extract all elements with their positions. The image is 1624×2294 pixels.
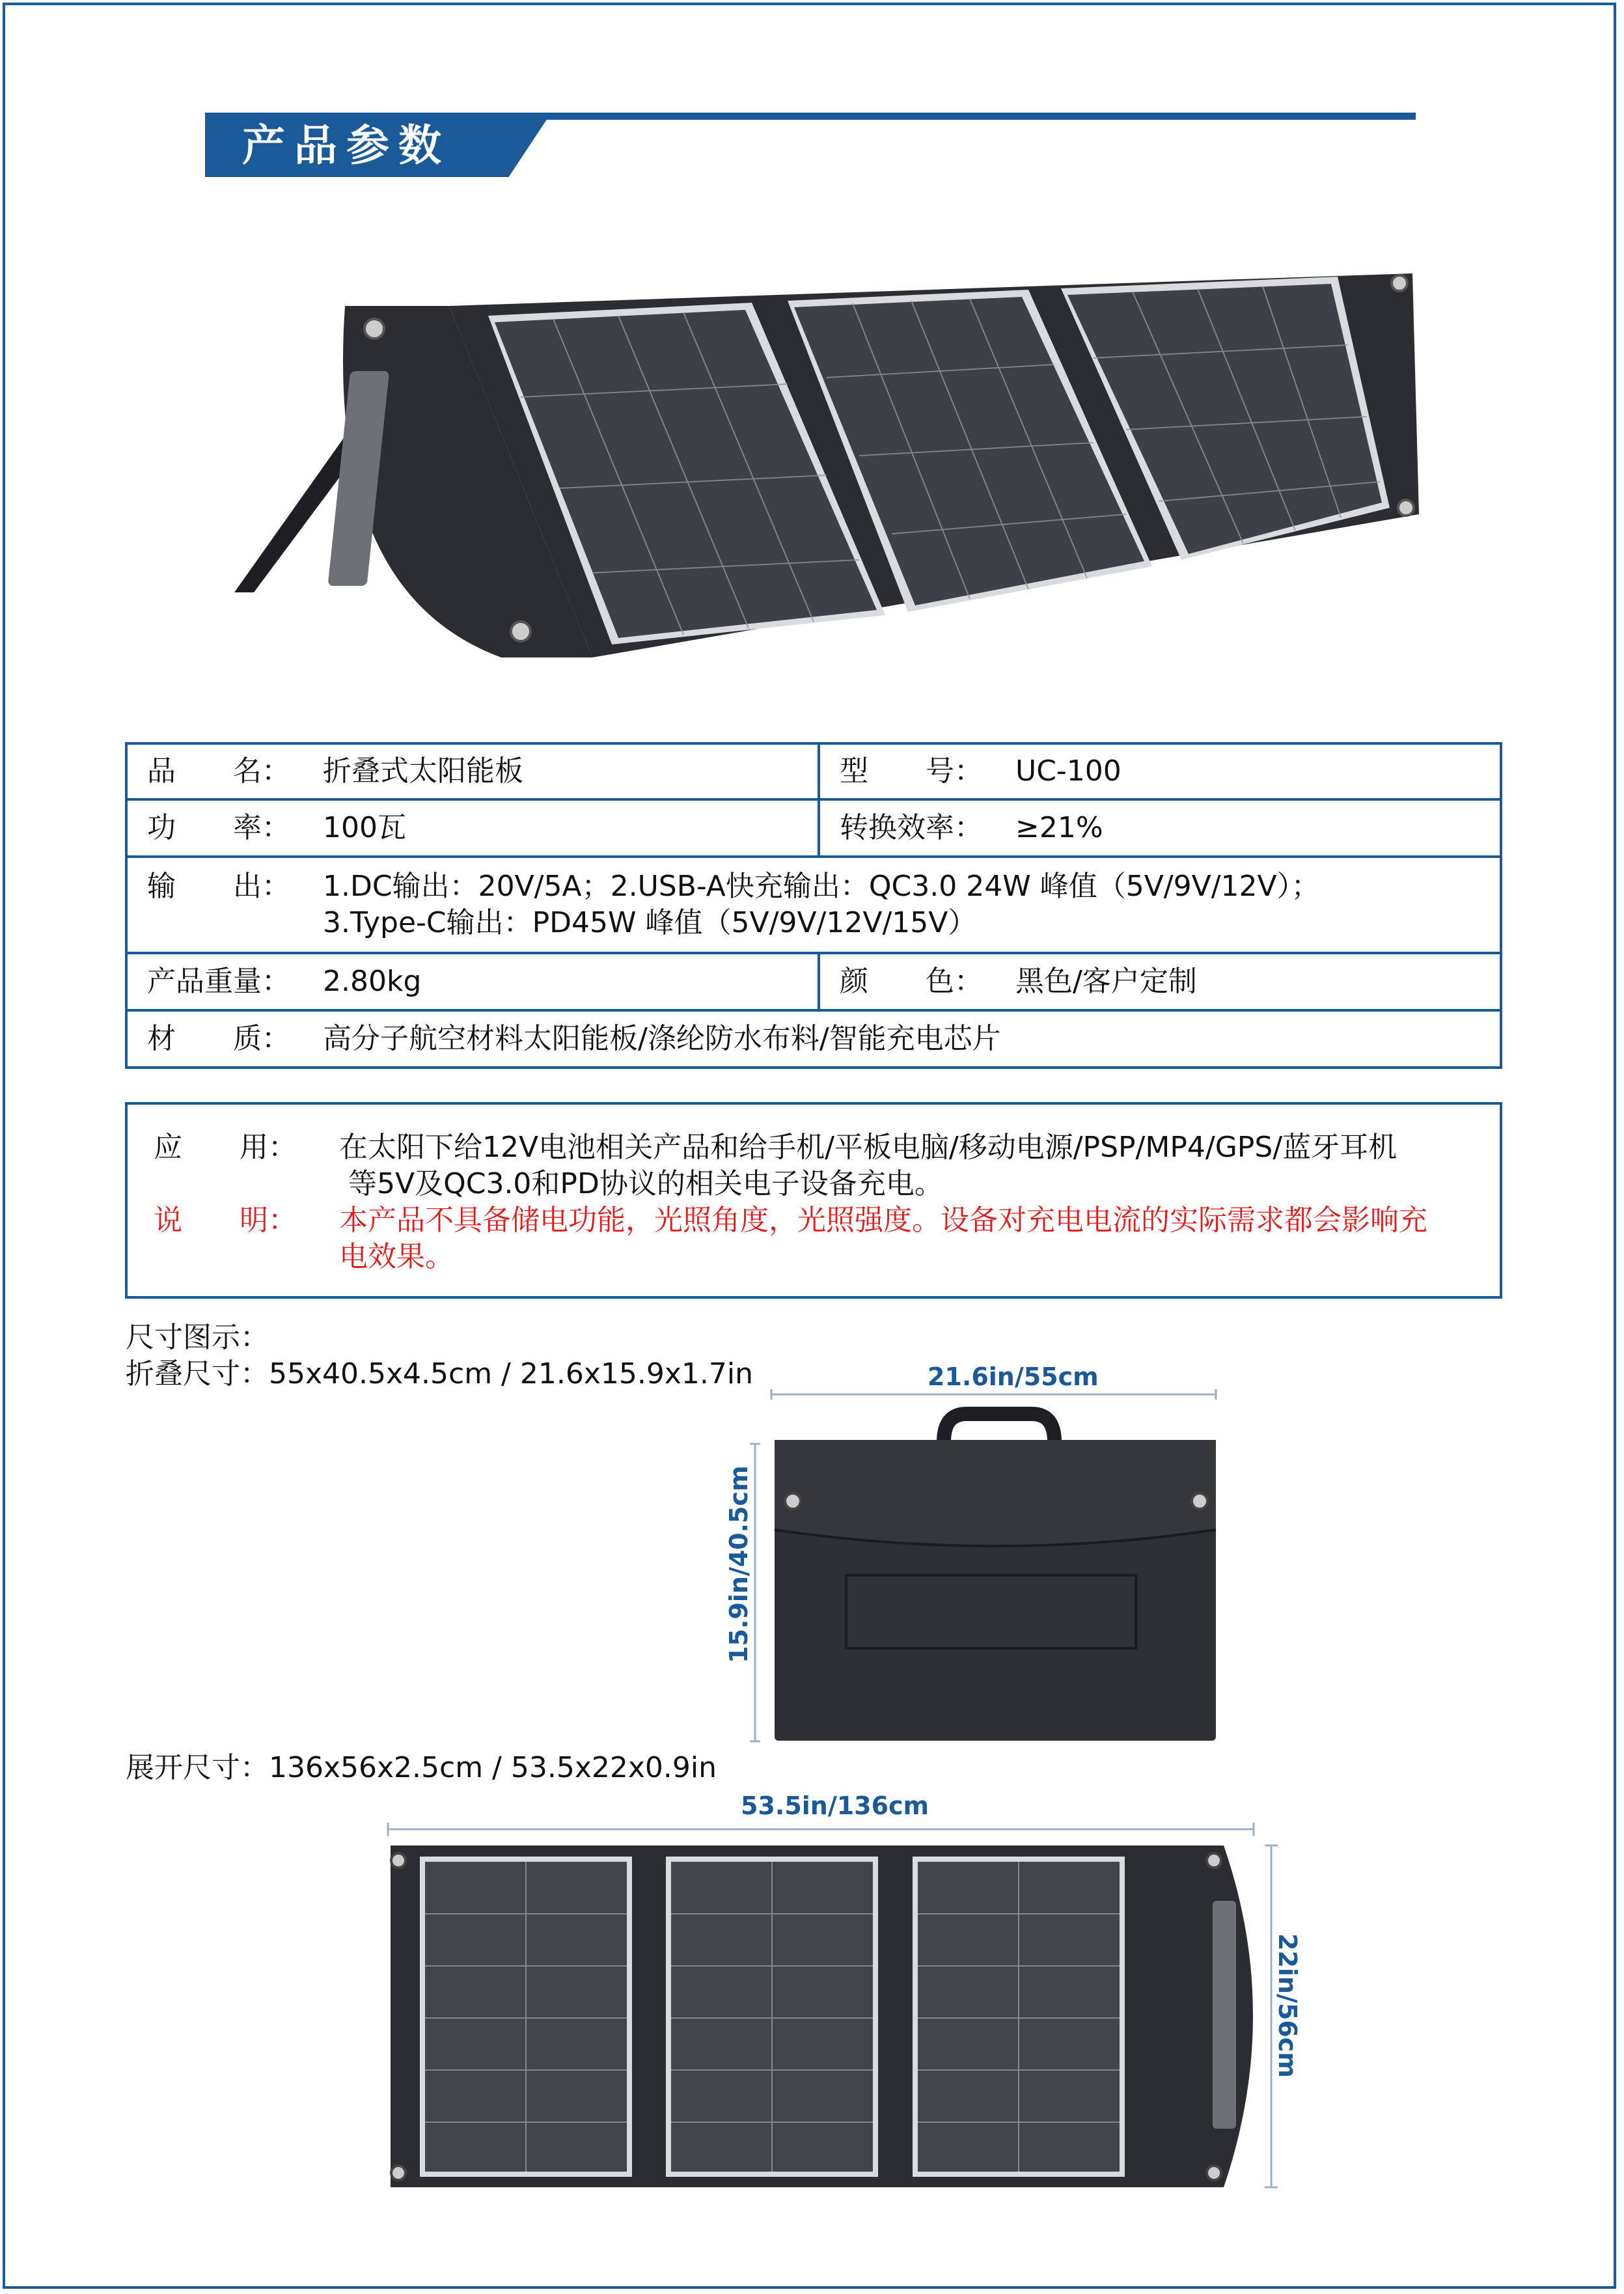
folded-diagram xyxy=(723,1387,1237,1751)
unfolded-diagram xyxy=(384,1816,1308,2200)
spec-label: 材 质： xyxy=(147,1022,290,1055)
spec-label: 颜 色： xyxy=(840,965,983,998)
solar-panel-image xyxy=(228,267,1419,657)
spec-value: 黑色/客户定制 xyxy=(1015,965,1197,998)
unfolded-size-text: 展开尺寸：136x56x2.5cm / 53.5x22x0.9in xyxy=(126,1751,717,1784)
spec-value: 3.Type-C输出：PD45W 峰值（5V/9V/12V/15V） xyxy=(323,906,977,939)
folded-width-label: 21.6in/55cm xyxy=(928,1362,1099,1391)
spec-label: 功 率： xyxy=(147,811,290,844)
note-label: 说 明： xyxy=(154,1204,297,1237)
page-title: 产品参数 xyxy=(242,120,450,171)
spec-value: 1.DC输出：20V/5A；2.USB-A快充输出：QC3.0 24W 峰值（5V/9V/12V）； xyxy=(323,870,1320,903)
spec-output-cell xyxy=(126,857,1501,953)
application-label: 应 用： xyxy=(154,1131,297,1164)
spec-value: ≥21% xyxy=(1015,811,1103,844)
folded-size-text: 折叠尺寸：55x40.5x4.5cm / 21.6x15.9x1.7in xyxy=(126,1357,753,1390)
spec-value: 100瓦 xyxy=(323,811,406,844)
spec-label: 输 出： xyxy=(147,870,290,903)
spec-table xyxy=(125,742,1502,1069)
spec-label: 品 名： xyxy=(147,754,290,788)
dimensions-title: 尺寸图示： xyxy=(126,1321,269,1354)
spec-value: UC-100 xyxy=(1015,754,1122,788)
unfolded-width-label: 53.5in/136cm xyxy=(741,1791,929,1820)
application-box xyxy=(125,1102,1502,1299)
spec-weight-cell xyxy=(126,953,819,1010)
spec-label: 型 号： xyxy=(840,754,983,788)
spec-label: 产品重量： xyxy=(147,965,290,998)
spec-model-cell xyxy=(819,743,1501,799)
application-text: 在太阳下给12V电池相关产品和给手机/平板电脑/移动电源/PSP/MP4/GPS/蓝牙耳机 xyxy=(339,1131,1397,1164)
spec-power-cell xyxy=(126,799,819,857)
note-text: 电效果。 xyxy=(339,1240,454,1273)
spec-value: 折叠式太阳能板 xyxy=(323,754,523,788)
spec-efficiency-cell xyxy=(819,799,1501,857)
unfolded-height-label: 22in/56cm xyxy=(1273,1933,1302,2078)
spec-label: 转换效率： xyxy=(840,811,983,844)
spec-color-cell xyxy=(819,953,1501,1010)
spec-value: 2.80kg xyxy=(323,965,422,998)
spec-value: 高分子航空材料太阳能板/涤纶防水布料/智能充电芯片 xyxy=(323,1022,1001,1055)
spec-material-cell xyxy=(126,1010,1501,1068)
spec-name-cell xyxy=(126,743,819,799)
note-text: 本产品不具备储电功能，光照角度，光照强度。设备对充电电流的实际需求都会影响充 xyxy=(339,1204,1427,1237)
folded-height-label: 15.9in/40.5cm xyxy=(724,1465,753,1663)
application-text: 等5V及QC3.0和PD协议的相关电子设备充电。 xyxy=(339,1167,943,1200)
